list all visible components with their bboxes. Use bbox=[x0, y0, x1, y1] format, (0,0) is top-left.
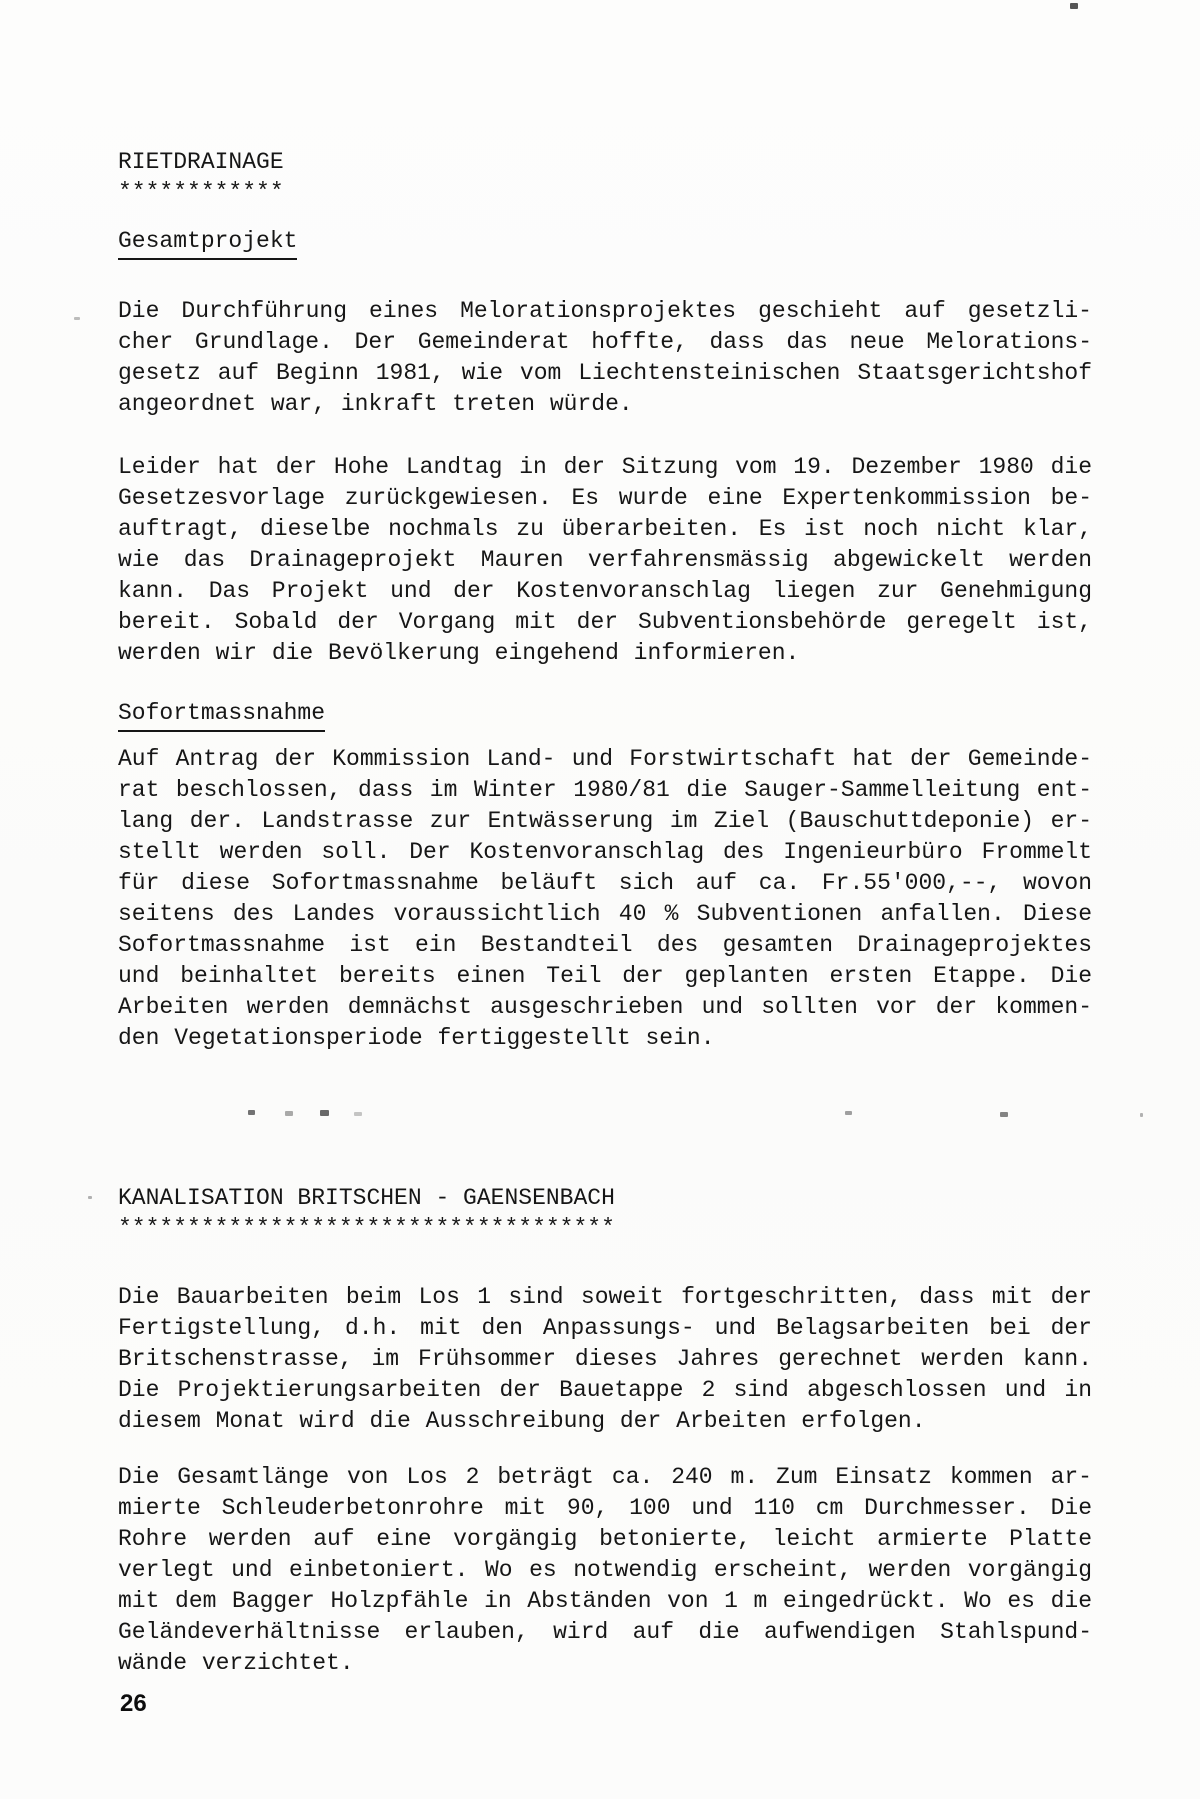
heading-gesamtprojekt: Gesamtprojekt bbox=[118, 228, 297, 260]
text-line: Auf Antrag der Kommission Land- und Forstwirtschaft hat der Gemeinde- bbox=[118, 746, 1092, 772]
text-line: Arbeiten werden demnächst ausgeschrieben und sollten vor der kommen- bbox=[118, 994, 1092, 1020]
text-line: verlegt und einbetoniert. Wo es notwendig erscheint, werden vorgängig bbox=[118, 1557, 1092, 1583]
paragraph-gesamtprojekt-1 bbox=[118, 296, 1092, 420]
section-title-rietdrainage: RIETDRAINAGE bbox=[118, 149, 284, 175]
paragraph-gesamtprojekt-2 bbox=[118, 452, 1092, 669]
scan-mark bbox=[88, 1196, 92, 1199]
text-line: auftragt, dieselbe nochmals zu überarbeiten. Es ist noch nicht klar, bbox=[118, 516, 1092, 542]
text-line: den Vegetationsperiode fertiggestellt sein. bbox=[118, 1025, 715, 1051]
text-line: lang der. Landstrasse zur Entwässerung im Ziel (Bauschuttdeponie) er- bbox=[118, 808, 1092, 834]
paragraph-kanalisation-2 bbox=[118, 1462, 1092, 1679]
title-underline-asterisks: ************************************ bbox=[118, 1215, 615, 1241]
text-line: wände verzichtet. bbox=[118, 1650, 354, 1676]
text-line: gesetz auf Beginn 1981, wie vom Liechtensteinischen Staatsgerichtshof bbox=[118, 360, 1092, 386]
page-number: 26 bbox=[120, 1690, 147, 1717]
text-line: angeordnet war, inkraft treten würde. bbox=[118, 391, 633, 417]
text-line: stellt werden soll. Der Kostenvoranschlag des Ingenieurbüro Frommelt bbox=[118, 839, 1092, 865]
text-line: wie das Drainageprojekt Mauren verfahrensmässig abgewickelt werden bbox=[118, 547, 1092, 573]
text-line: Fertigstellung, d.h. mit den Anpassungs- und Belagsarbeiten bei der bbox=[118, 1315, 1092, 1341]
paragraph-kanalisation-1 bbox=[118, 1282, 1092, 1437]
text-line: Rohre werden auf eine vorgängig betonierte, leicht armierte Platte bbox=[118, 1526, 1092, 1552]
text-line: Die Projektierungsarbeiten der Bauetappe 2 sind abgeschlossen und in bbox=[118, 1377, 1092, 1403]
text-line: diesem Monat wird die Ausschreibung der Arbeiten erfolgen. bbox=[118, 1408, 926, 1434]
text-line: werden wir die Bevölkerung eingehend informieren. bbox=[118, 640, 800, 666]
text-line: seitens des Landes voraussichtlich 40 % Subventionen anfallen. Diese bbox=[118, 901, 1092, 927]
scan-mark bbox=[285, 1111, 293, 1116]
text-line: Die Durchführung eines Melorationsprojektes geschieht auf gesetzli- bbox=[118, 298, 1092, 324]
text-line: bereit. Sobald der Vorgang mit der Subventionsbehörde geregelt ist, bbox=[118, 609, 1092, 635]
text-line: cher Grundlage. Der Gemeinderat hoffte, dass das neue Melorations- bbox=[118, 329, 1092, 355]
text-line: mit dem Bagger Holzpfähle in Abständen von 1 m eingedrückt. Wo es die bbox=[118, 1588, 1092, 1614]
scan-mark bbox=[845, 1111, 852, 1115]
text-line: kann. Das Projekt und der Kostenvoranschlag liegen zur Genehmigung bbox=[118, 578, 1092, 604]
scan-mark bbox=[1070, 3, 1078, 9]
scan-mark bbox=[320, 1110, 329, 1116]
text-line: Sofortmassnahme ist ein Bestandteil des gesamten Drainageprojektes bbox=[118, 932, 1092, 958]
text-line: mierte Schleuderbetonrohre mit 90, 100 und 110 cm Durchmesser. Die bbox=[118, 1495, 1092, 1521]
text-line: rat beschlossen, dass im Winter 1980/81 die Sauger-Sammelleitung ent- bbox=[118, 777, 1092, 803]
text-line: Britschenstrasse, im Frühsommer dieses Jahres gerechnet werden kann. bbox=[118, 1346, 1092, 1372]
text-line: Leider hat der Hohe Landtag in der Sitzung vom 19. Dezember 1980 die bbox=[118, 454, 1092, 480]
title-underline-asterisks: ************ bbox=[118, 179, 284, 205]
paragraph-sofortmassnahme bbox=[118, 744, 1092, 1054]
scan-mark bbox=[354, 1112, 362, 1116]
text-line: Die Gesamtlänge von Los 2 beträgt ca. 240 m. Zum Einsatz kommen ar- bbox=[118, 1464, 1092, 1490]
text-line: Geländeverhältnisse erlauben, wird auf die aufwendigen Stahlspund- bbox=[118, 1619, 1092, 1645]
scan-mark bbox=[248, 1110, 255, 1115]
text-line: für diese Sofortmassnahme beläuft sich auf ca. Fr.55'000,--, wovon bbox=[118, 870, 1092, 896]
scan-mark bbox=[74, 317, 80, 320]
scan-mark bbox=[1000, 1112, 1008, 1117]
text-line: Gesetzesvorlage zurückgewiesen. Es wurde eine Expertenkommission be- bbox=[118, 485, 1092, 511]
section-title-kanalisation: KANALISATION BRITSCHEN - GAENSENBACH bbox=[118, 1185, 615, 1211]
text-line: Die Bauarbeiten beim Los 1 sind soweit fortgeschritten, dass mit der bbox=[118, 1284, 1092, 1310]
scan-mark bbox=[1140, 1113, 1143, 1117]
heading-sofortmassnahme: Sofortmassnahme bbox=[118, 700, 325, 732]
text-line: und beinhaltet bereits einen Teil der geplanten ersten Etappe. Die bbox=[118, 963, 1092, 989]
